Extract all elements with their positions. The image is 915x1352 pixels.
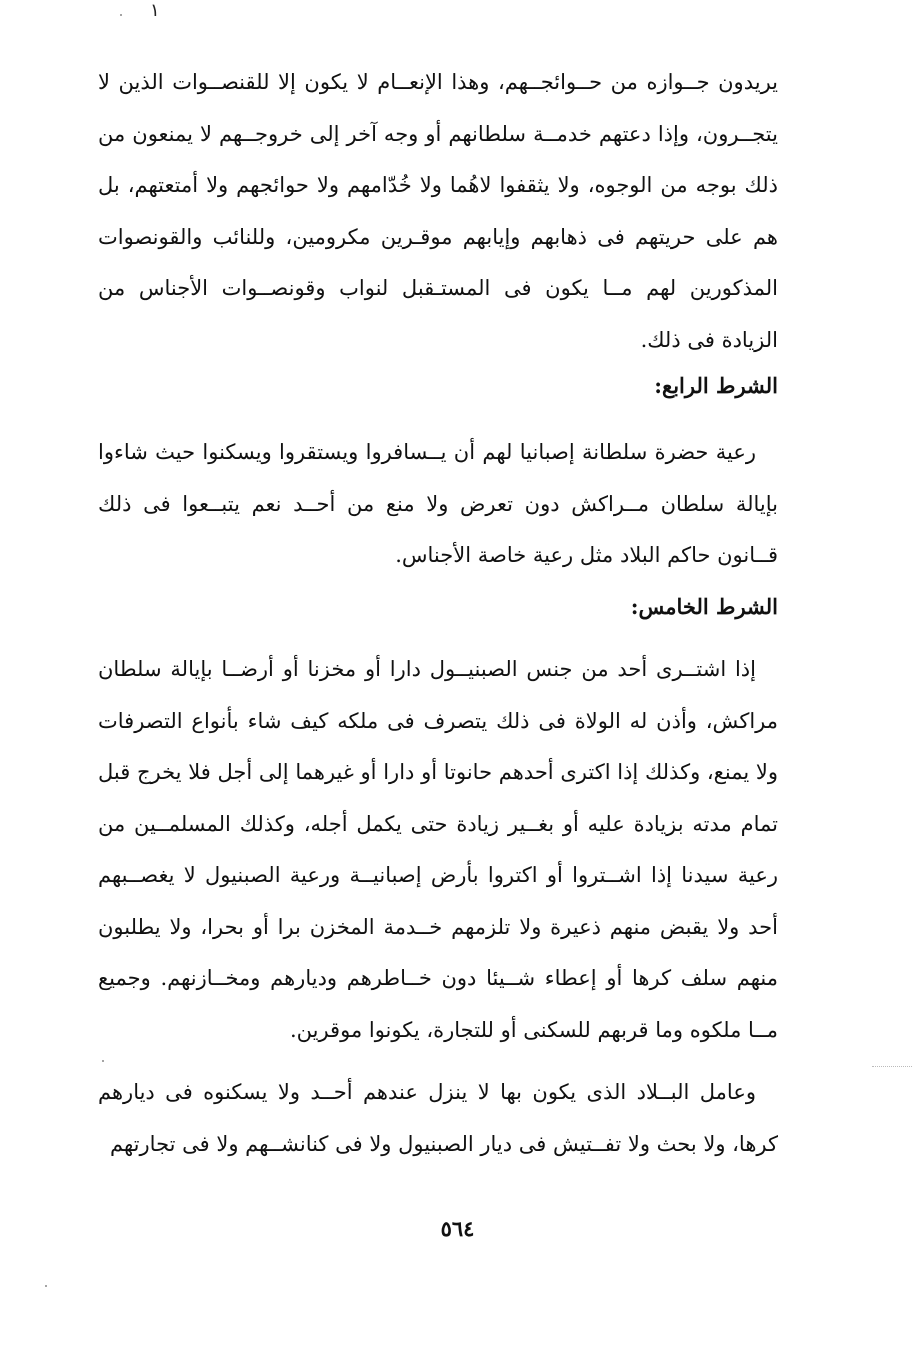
- paragraph-fourth-condition: [98, 427, 778, 582]
- paragraph-governor: [98, 1067, 778, 1170]
- paragraph-text: رعية حضرة سلطانة إصبانيا لهم أن يــسافروا ويستقروا ويسكنوا حيث شاءوا بإيالة سلطان مــراكش دون تعرض ولا منع من أحــد نعم يتبــعوا فى ذلك قــانون حاكم البلاد مثل رعية خاصة الأجناس.: [98, 440, 778, 567]
- paragraph-text: إذا اشتــرى أحد من جنس الصبنيــول دارا أو مخزنا أو أرضــا بإيالة سلطان مراكش، وأذن له الولاة فى ذلك يتصرف فى ملكه كيف شاء بأنواع التصرفات ولا يمنع، وكذلك إذا اكترى أحدهم حانوتا أو دارا أو غيرهما إلى أجل فلا يخرج قبل تمام مدته بزيادة عليه أو بغــير زيادة حتى يكمل أجله، وكذلك المسلمــين من رعية سيدنا إذا اشــتروا أو اكتروا بأرض إصبانيــة ورعية الصبنيول لا يغصــبهم أحد ولا يقبض منهم ذعيرة ولا تلزمهم خــدمة المخزن برا أو بحرا، ولا يطلبون منهم سلف كرها أو إعطاء شــيئا دون خــاطرهم وديارهم ومخــازنهم. وجميع مــا ملكوه وما قربهم للسكنى أو للتجارة، يكونوا موقرين.: [98, 657, 778, 1042]
- heading-fourth-condition: الشرط الرابع:: [654, 373, 778, 398]
- scan-speck: [120, 14, 122, 16]
- margin-dots: [872, 1066, 912, 1068]
- paragraph-text: وعامل البــلاد الذى يكون بها لا ينزل عندهم أحــد ولا يسكنوه فى ديارهم كرها، ولا بحث ولا تفــتيش فى ديار الصبنيول ولا فى كنانشــهم ولا فى تجارتهم: [98, 1080, 778, 1156]
- paragraph-fifth-condition: [98, 644, 778, 1056]
- paragraph-intro: يريدون جــوازه من حــوائجــهم، وهذا الإنعــام لا يكون إلا للقنصــوات الذين لا يتجــرون، وإذا دعتهم خدمــة سلطانهم أو وجه آخر إلى خروجــهم لا يمنعون من ذلك بوجه من الوجوه، ولا يثقفوا لاهُما ولا خُدّامهم ولا حوائجهم ولا أمتعتهم، بل هم على حريتهم فى ذهابهم وإيابهم موقـرين مكرومين، وللنائب والقونصوات المذكورين لهم مــا يكون فى المستـقبل لنواب وقونصــوات الأجناس من الزيادة فى ذلك.: [98, 70, 778, 352]
- scan-speck: [45, 1285, 47, 1287]
- top-mark: ١: [150, 0, 160, 21]
- heading-fifth-condition: الشرط الخامس:: [630, 594, 778, 619]
- page-number: ٥٦٤: [440, 1216, 475, 1241]
- scan-speck: [102, 1060, 104, 1062]
